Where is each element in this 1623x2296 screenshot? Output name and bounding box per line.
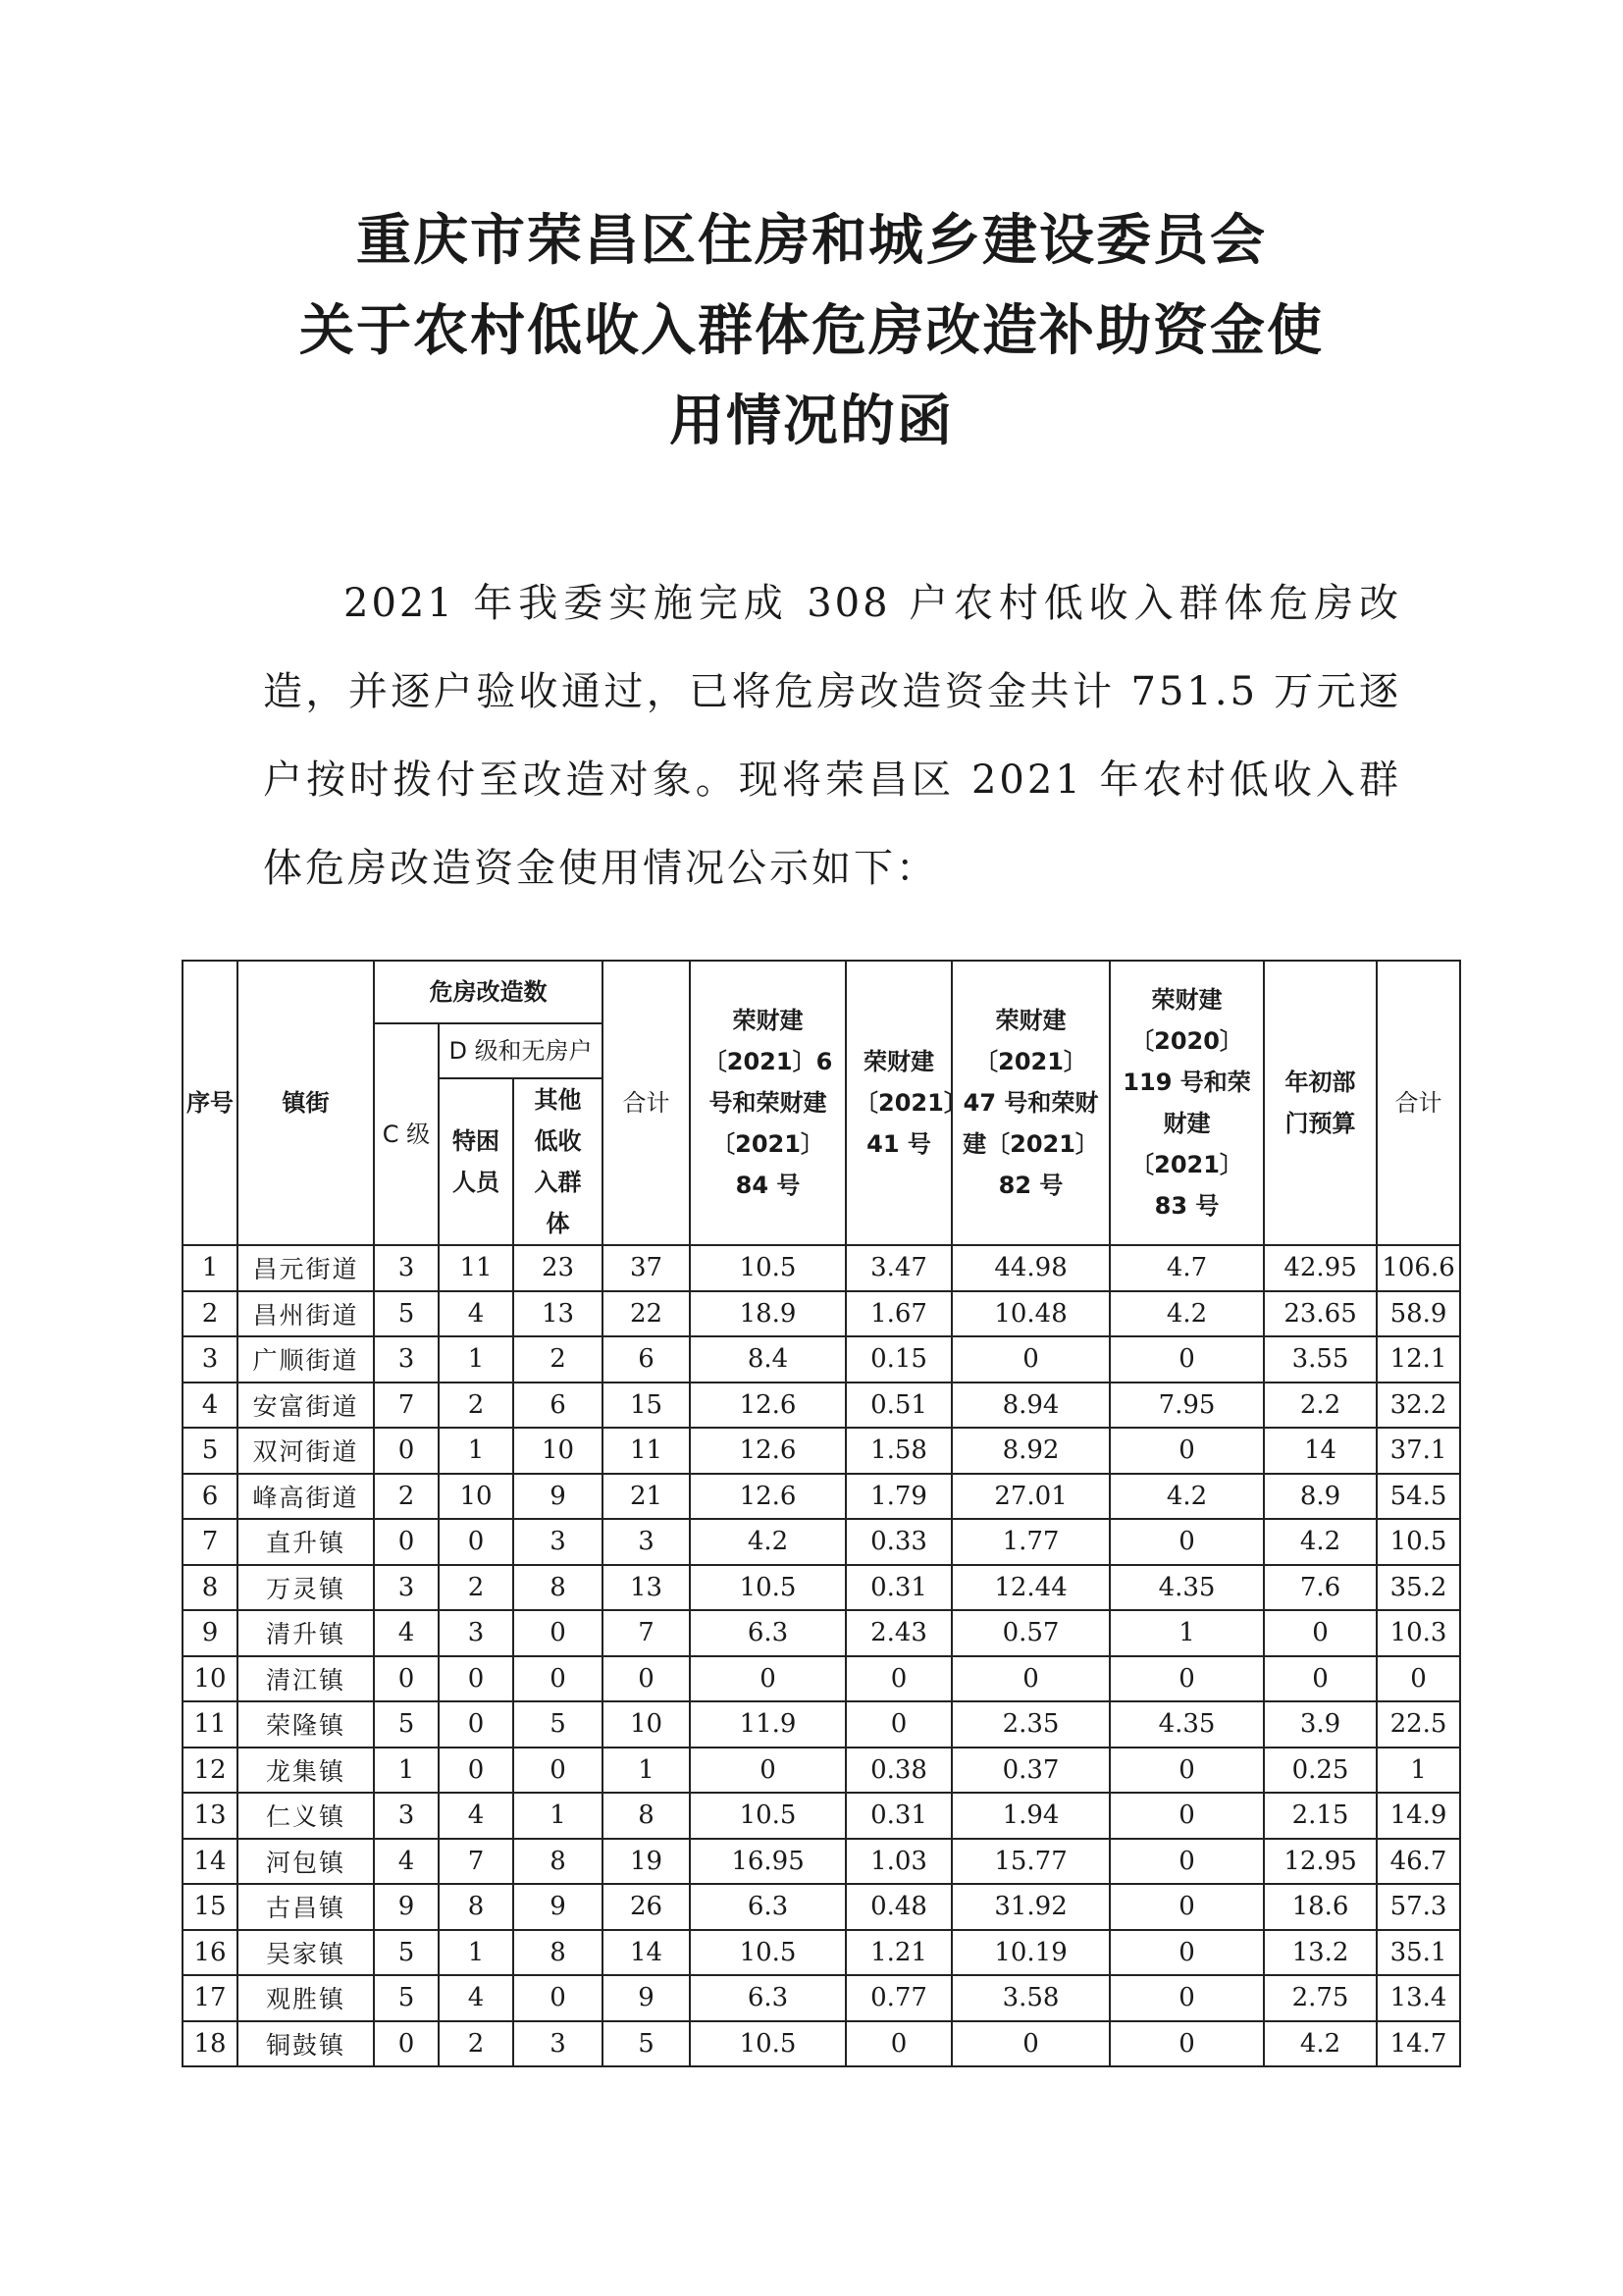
cell-other-low: 23 [513, 1245, 602, 1291]
cell-fund-3: 0 [952, 2021, 1110, 2067]
cell-fund-3: 27.01 [952, 1474, 1110, 1520]
cell-c-grade: 1 [374, 1748, 439, 1794]
cell-fund-2: 0.77 [846, 1975, 952, 2021]
cell-town: 清升镇 [237, 1610, 374, 1656]
table-row [183, 1336, 1460, 1383]
cell-town: 直升镇 [237, 1519, 374, 1565]
cell-seq: 17 [183, 1975, 237, 2021]
header-fund-3: 荣财建〔2021〕47 号和荣财建〔2021〕82 号 [952, 961, 1110, 1245]
cell-seq: 5 [183, 1428, 237, 1474]
cell-total: 10.5 [1377, 1519, 1460, 1565]
cell-subtotal: 14 [602, 1930, 690, 1976]
cell-fund-3: 0 [952, 1336, 1110, 1383]
cell-fund-1: 12.6 [690, 1428, 846, 1474]
cell-special: 2 [439, 1565, 513, 1611]
cell-town: 观胜镇 [237, 1975, 374, 2021]
title-line-3: 用情况的函 [669, 390, 954, 453]
cell-fund-3: 31.92 [952, 1884, 1110, 1930]
cell-town: 双河街道 [237, 1428, 374, 1474]
cell-fund-4: 0 [1110, 1839, 1264, 1885]
cell-fund-3: 10.19 [952, 1930, 1110, 1976]
cell-fund-1: 10.5 [690, 2021, 846, 2067]
table-row [183, 1474, 1460, 1520]
cell-c-grade: 5 [374, 1930, 439, 1976]
table-row [183, 1884, 1460, 1930]
header-subtotal: 合计 [602, 961, 690, 1245]
cell-fund-3: 15.77 [952, 1839, 1110, 1885]
cell-town: 峰高街道 [237, 1474, 374, 1520]
cell-special: 3 [439, 1610, 513, 1656]
cell-total: 57.3 [1377, 1884, 1460, 1930]
cell-fund-2: 1.03 [846, 1839, 952, 1885]
cell-other-low: 9 [513, 1474, 602, 1520]
cell-town: 万灵镇 [237, 1565, 374, 1611]
cell-other-low: 3 [513, 2021, 602, 2067]
cell-special: 0 [439, 1748, 513, 1794]
cell-subtotal: 19 [602, 1839, 690, 1885]
cell-special: 10 [439, 1474, 513, 1520]
cell-fund-2: 0.51 [846, 1383, 952, 1429]
cell-seq: 14 [183, 1839, 237, 1885]
cell-special: 7 [439, 1839, 513, 1885]
cell-subtotal: 26 [602, 1884, 690, 1930]
cell-fund-1: 8.4 [690, 1336, 846, 1383]
cell-seq: 7 [183, 1519, 237, 1565]
cell-other-low: 9 [513, 1884, 602, 1930]
cell-total: 10.3 [1377, 1610, 1460, 1656]
cell-other-low: 8 [513, 1930, 602, 1976]
cell-town: 昌州街道 [237, 1291, 374, 1337]
cell-fund-2: 0 [846, 2021, 952, 2067]
cell-fund-3: 44.98 [952, 1245, 1110, 1291]
cell-town: 吴家镇 [237, 1930, 374, 1976]
cell-c-grade: 3 [374, 1793, 439, 1839]
cell-fund-3: 8.94 [952, 1383, 1110, 1429]
body-paragraph-block [263, 559, 1401, 913]
cell-town: 仁义镇 [237, 1793, 374, 1839]
cell-budget: 8.9 [1264, 1474, 1377, 1520]
cell-fund-3: 10.48 [952, 1291, 1110, 1337]
header-seq: 序号 [183, 961, 237, 1245]
cell-budget: 4.2 [1264, 1519, 1377, 1565]
cell-special: 2 [439, 2021, 513, 2067]
cell-town: 古昌镇 [237, 1884, 374, 1930]
cell-other-low: 0 [513, 1748, 602, 1794]
cell-special: 2 [439, 1383, 513, 1429]
cell-subtotal: 1 [602, 1748, 690, 1794]
cell-total: 35.2 [1377, 1565, 1460, 1611]
cell-other-low: 0 [513, 1656, 602, 1702]
cell-seq: 1 [183, 1245, 237, 1291]
cell-budget: 4.2 [1264, 2021, 1377, 2067]
table-row [183, 1701, 1460, 1748]
cell-total: 35.1 [1377, 1930, 1460, 1976]
cell-fund-4: 4.35 [1110, 1701, 1264, 1748]
cell-town: 河包镇 [237, 1839, 374, 1885]
header-fund-2: 荣财建〔2021〕41 号 [846, 961, 952, 1245]
cell-fund-1: 10.5 [690, 1930, 846, 1976]
table-row [183, 1975, 1460, 2021]
cell-fund-2: 0.38 [846, 1748, 952, 1794]
cell-fund-3: 0.57 [952, 1610, 1110, 1656]
cell-fund-2: 0 [846, 1701, 952, 1748]
cell-special: 8 [439, 1884, 513, 1930]
cell-budget: 0 [1264, 1610, 1377, 1656]
cell-budget: 2.2 [1264, 1383, 1377, 1429]
cell-total: 14.9 [1377, 1793, 1460, 1839]
cell-subtotal: 37 [602, 1245, 690, 1291]
document-title [0, 196, 1623, 467]
cell-town: 广顺街道 [237, 1336, 374, 1383]
cell-fund-4: 0 [1110, 1336, 1264, 1383]
table-row [183, 1245, 1460, 1291]
cell-fund-1: 0 [690, 1656, 846, 1702]
table-row [183, 2021, 1460, 2067]
cell-fund-4: 0 [1110, 2021, 1264, 2067]
cell-town: 荣隆镇 [237, 1701, 374, 1748]
cell-fund-4: 4.35 [1110, 1565, 1264, 1611]
cell-fund-3: 8.92 [952, 1428, 1110, 1474]
cell-other-low: 10 [513, 1428, 602, 1474]
cell-fund-1: 6.3 [690, 1884, 846, 1930]
cell-subtotal: 3 [602, 1519, 690, 1565]
cell-special: 4 [439, 1975, 513, 2021]
cell-special: 11 [439, 1245, 513, 1291]
cell-special: 1 [439, 1930, 513, 1976]
table-row [183, 1428, 1460, 1474]
cell-c-grade: 9 [374, 1884, 439, 1930]
cell-seq: 18 [183, 2021, 237, 2067]
cell-subtotal: 0 [602, 1656, 690, 1702]
cell-total: 32.2 [1377, 1383, 1460, 1429]
cell-fund-2: 0.31 [846, 1793, 952, 1839]
cell-c-grade: 5 [374, 1701, 439, 1748]
header-special: 特困人员 [439, 1078, 513, 1245]
cell-other-low: 1 [513, 1793, 602, 1839]
cell-c-grade: 0 [374, 2021, 439, 2067]
cell-seq: 6 [183, 1474, 237, 1520]
cell-fund-4: 0 [1110, 1975, 1264, 2021]
cell-subtotal: 5 [602, 2021, 690, 2067]
cell-special: 0 [439, 1519, 513, 1565]
cell-seq: 10 [183, 1656, 237, 1702]
cell-c-grade: 3 [374, 1565, 439, 1611]
cell-fund-4: 7.95 [1110, 1383, 1264, 1429]
cell-total: 54.5 [1377, 1474, 1460, 1520]
cell-fund-4: 0 [1110, 1428, 1264, 1474]
table-row [183, 1291, 1460, 1337]
header-other-low: 其他低收入群体 [513, 1078, 602, 1245]
cell-fund-1: 16.95 [690, 1839, 846, 1885]
cell-budget: 14 [1264, 1428, 1377, 1474]
cell-fund-2: 1.58 [846, 1428, 952, 1474]
cell-budget: 3.9 [1264, 1701, 1377, 1748]
cell-subtotal: 6 [602, 1336, 690, 1383]
cell-c-grade: 3 [374, 1245, 439, 1291]
cell-other-low: 13 [513, 1291, 602, 1337]
cell-c-grade: 0 [374, 1519, 439, 1565]
cell-other-low: 8 [513, 1565, 602, 1611]
cell-special: 4 [439, 1291, 513, 1337]
cell-fund-4: 4.2 [1110, 1291, 1264, 1337]
cell-budget: 23.65 [1264, 1291, 1377, 1337]
cell-fund-4: 0 [1110, 1884, 1264, 1930]
cell-town: 清江镇 [237, 1656, 374, 1702]
cell-fund-1: 12.6 [690, 1383, 846, 1429]
cell-subtotal: 7 [602, 1610, 690, 1656]
body-paragraph: 2021 年我委实施完成 308 户农村低收入群体危房改造，并逐户验收通过，已将危房改造资金共计 751.5 万元逐户按时拨付至改造对象。现将荣昌区 2021 年农村低收入群体危房改造资金使用情况公示如下： [263, 581, 1401, 891]
fund-usage-table [182, 960, 1461, 2067]
cell-fund-2: 0.33 [846, 1519, 952, 1565]
table-row [183, 1793, 1460, 1839]
cell-total: 46.7 [1377, 1839, 1460, 1885]
cell-subtotal: 22 [602, 1291, 690, 1337]
cell-subtotal: 13 [602, 1565, 690, 1611]
cell-fund-4: 4.7 [1110, 1245, 1264, 1291]
cell-special: 1 [439, 1428, 513, 1474]
cell-fund-4: 0 [1110, 1793, 1264, 1839]
table-row [183, 1519, 1460, 1565]
cell-fund-4: 4.2 [1110, 1474, 1264, 1520]
cell-subtotal: 11 [602, 1428, 690, 1474]
cell-seq: 8 [183, 1565, 237, 1611]
cell-total: 13.4 [1377, 1975, 1460, 2021]
cell-total: 0 [1377, 1656, 1460, 1702]
cell-fund-3: 2.35 [952, 1701, 1110, 1748]
header-renovation-count: 危房改造数 [374, 961, 602, 1023]
header-total: 合计 [1377, 961, 1460, 1245]
header-budget: 年初部门预算 [1264, 961, 1377, 1245]
cell-town: 安富街道 [237, 1383, 374, 1429]
cell-budget: 2.15 [1264, 1793, 1377, 1839]
cell-special: 4 [439, 1793, 513, 1839]
cell-budget: 0 [1264, 1656, 1377, 1702]
cell-fund-2: 3.47 [846, 1245, 952, 1291]
cell-budget: 0.25 [1264, 1748, 1377, 1794]
header-c-grade: C 级 [374, 1023, 439, 1245]
cell-c-grade: 5 [374, 1291, 439, 1337]
title-line-1: 重庆市荣昌区住房和城乡建设委员会 [356, 209, 1267, 273]
cell-subtotal: 21 [602, 1474, 690, 1520]
cell-total: 58.9 [1377, 1291, 1460, 1337]
cell-other-low: 0 [513, 1975, 602, 2021]
cell-fund-4: 0 [1110, 1930, 1264, 1976]
cell-fund-4: 0 [1110, 1748, 1264, 1794]
table-row [183, 1839, 1460, 1885]
cell-fund-4: 1 [1110, 1610, 1264, 1656]
cell-town: 龙集镇 [237, 1748, 374, 1794]
cell-seq: 2 [183, 1291, 237, 1337]
cell-fund-1: 18.9 [690, 1291, 846, 1337]
cell-budget: 13.2 [1264, 1930, 1377, 1976]
cell-fund-3: 0 [952, 1656, 1110, 1702]
cell-seq: 13 [183, 1793, 237, 1839]
cell-fund-2: 0 [846, 1656, 952, 1702]
cell-fund-2: 1.67 [846, 1291, 952, 1337]
table-row [183, 1383, 1460, 1429]
cell-fund-2: 2.43 [846, 1610, 952, 1656]
cell-fund-2: 0.31 [846, 1565, 952, 1611]
cell-fund-4: 0 [1110, 1656, 1264, 1702]
header-fund-1: 荣财建〔2021〕6 号和荣财建〔2021〕84 号 [690, 961, 846, 1245]
cell-fund-2: 1.21 [846, 1930, 952, 1976]
table-body [183, 1245, 1460, 2066]
cell-subtotal: 9 [602, 1975, 690, 2021]
table-row [183, 1656, 1460, 1702]
cell-seq: 3 [183, 1336, 237, 1383]
cell-budget: 18.6 [1264, 1884, 1377, 1930]
cell-special: 0 [439, 1656, 513, 1702]
cell-fund-3: 3.58 [952, 1975, 1110, 2021]
cell-fund-1: 6.3 [690, 1610, 846, 1656]
cell-subtotal: 10 [602, 1701, 690, 1748]
header-fund-4: 荣财建〔2020〕119 号和荣财建〔2021〕83 号 [1110, 961, 1264, 1245]
header-town: 镇街 [237, 961, 374, 1245]
cell-other-low: 0 [513, 1610, 602, 1656]
cell-fund-3: 1.77 [952, 1519, 1110, 1565]
cell-seq: 16 [183, 1930, 237, 1976]
cell-c-grade: 4 [374, 1610, 439, 1656]
cell-fund-2: 1.79 [846, 1474, 952, 1520]
cell-fund-2: 0.15 [846, 1336, 952, 1383]
cell-fund-4: 0 [1110, 1519, 1264, 1565]
cell-total: 37.1 [1377, 1428, 1460, 1474]
cell-fund-3: 12.44 [952, 1565, 1110, 1611]
cell-c-grade: 3 [374, 1336, 439, 1383]
cell-fund-3: 1.94 [952, 1793, 1110, 1839]
table-row [183, 1565, 1460, 1611]
cell-fund-3: 0.37 [952, 1748, 1110, 1794]
cell-c-grade: 0 [374, 1428, 439, 1474]
cell-special: 0 [439, 1701, 513, 1748]
cell-seq: 9 [183, 1610, 237, 1656]
cell-budget: 3.55 [1264, 1336, 1377, 1383]
cell-budget: 12.95 [1264, 1839, 1377, 1885]
cell-subtotal: 15 [602, 1383, 690, 1429]
cell-other-low: 8 [513, 1839, 602, 1885]
cell-fund-1: 4.2 [690, 1519, 846, 1565]
cell-fund-1: 6.3 [690, 1975, 846, 2021]
cell-total: 14.7 [1377, 2021, 1460, 2067]
cell-fund-1: 10.5 [690, 1793, 846, 1839]
cell-c-grade: 7 [374, 1383, 439, 1429]
cell-total: 12.1 [1377, 1336, 1460, 1383]
title-line-2: 关于农村低收入群体危房改造补助资金使 [299, 299, 1324, 363]
cell-c-grade: 2 [374, 1474, 439, 1520]
cell-total: 22.5 [1377, 1701, 1460, 1748]
cell-budget: 7.6 [1264, 1565, 1377, 1611]
cell-other-low: 2 [513, 1336, 602, 1383]
cell-town: 铜鼓镇 [237, 2021, 374, 2067]
cell-seq: 15 [183, 1884, 237, 1930]
cell-c-grade: 5 [374, 1975, 439, 2021]
cell-other-low: 6 [513, 1383, 602, 1429]
cell-other-low: 5 [513, 1701, 602, 1748]
cell-other-low: 3 [513, 1519, 602, 1565]
cell-total: 106.6 [1377, 1245, 1460, 1291]
table-row [183, 1610, 1460, 1656]
cell-fund-1: 11.9 [690, 1701, 846, 1748]
cell-budget: 42.95 [1264, 1245, 1377, 1291]
cell-seq: 12 [183, 1748, 237, 1794]
header-d-grade: D 级和无房户 [439, 1023, 602, 1078]
cell-fund-1: 10.5 [690, 1245, 846, 1291]
cell-fund-1: 0 [690, 1748, 846, 1794]
cell-fund-2: 0.48 [846, 1884, 952, 1930]
cell-seq: 11 [183, 1701, 237, 1748]
cell-seq: 4 [183, 1383, 237, 1429]
table-row [183, 1748, 1460, 1794]
cell-special: 1 [439, 1336, 513, 1383]
cell-town: 昌元街道 [237, 1245, 374, 1291]
cell-total: 1 [1377, 1748, 1460, 1794]
cell-fund-1: 10.5 [690, 1565, 846, 1611]
cell-fund-1: 12.6 [690, 1474, 846, 1520]
cell-subtotal: 8 [602, 1793, 690, 1839]
table-row [183, 1930, 1460, 1976]
cell-budget: 2.75 [1264, 1975, 1377, 2021]
cell-c-grade: 4 [374, 1839, 439, 1885]
cell-c-grade: 0 [374, 1656, 439, 1702]
